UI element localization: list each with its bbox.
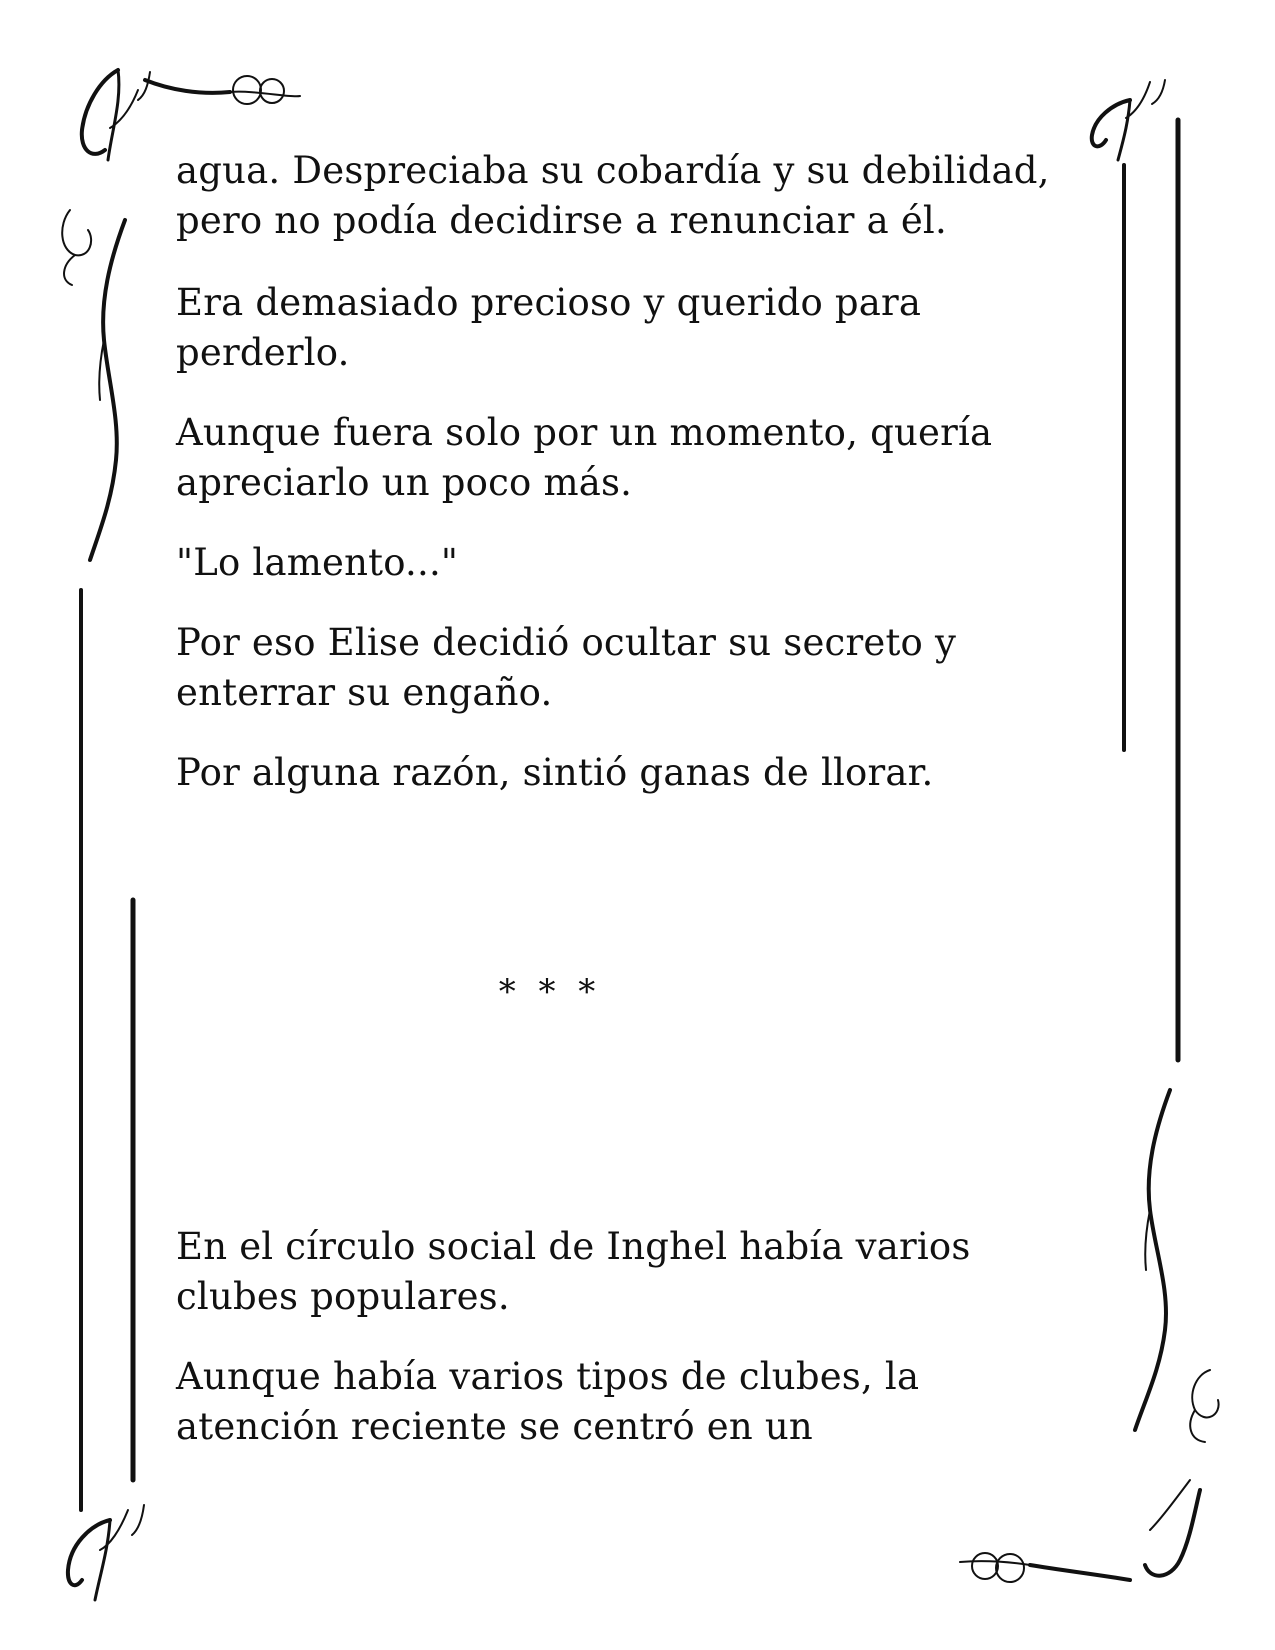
bottom-left-flourish-icon [68, 1505, 144, 1600]
paragraph-7 [176, 1222, 971, 1322]
paragraph-line: "Lo lamento..." [176, 541, 459, 584]
top-right-flourish-icon [1092, 80, 1165, 160]
paragraph-5 [176, 618, 956, 718]
paragraph-line: apreciarlo un poco más. [176, 461, 633, 504]
paragraph-line: Aunque fuera solo por un momento, quería [176, 411, 993, 454]
paragraph-4 [176, 538, 458, 588]
paragraph-line: perderlo. [176, 331, 350, 374]
paragraph-line: clubes populares. [176, 1275, 510, 1318]
paragraph-8 [176, 1352, 919, 1452]
paragraph-2 [176, 278, 921, 378]
paragraph-line: Aunque había varios tipos de clubes, la [176, 1355, 920, 1398]
bottom-right-flourish-icon [960, 1090, 1219, 1582]
section-break: * * * [498, 972, 602, 1012]
paragraph-line: enterrar su engaño. [176, 671, 553, 714]
paragraph-line: En el círculo social de Inghel había varios [176, 1225, 971, 1268]
paragraph-1 [176, 146, 1050, 246]
paragraph-line: atención reciente se centró en un [176, 1405, 813, 1448]
paragraph-line: agua. Despreciaba su cobardía y su debilidad, [176, 149, 1050, 192]
paragraph-line: Por eso Elise decidió ocultar su secreto y [176, 621, 957, 664]
paragraph-line: Era demasiado precioso y querido para [176, 281, 922, 324]
paragraph-line: pero no podía decidirse a renunciar a él. [176, 199, 947, 242]
paragraph-line: Por alguna razón, sintió ganas de llorar. [176, 751, 934, 794]
paragraph-3 [176, 408, 992, 508]
paragraph-6 [176, 748, 933, 798]
